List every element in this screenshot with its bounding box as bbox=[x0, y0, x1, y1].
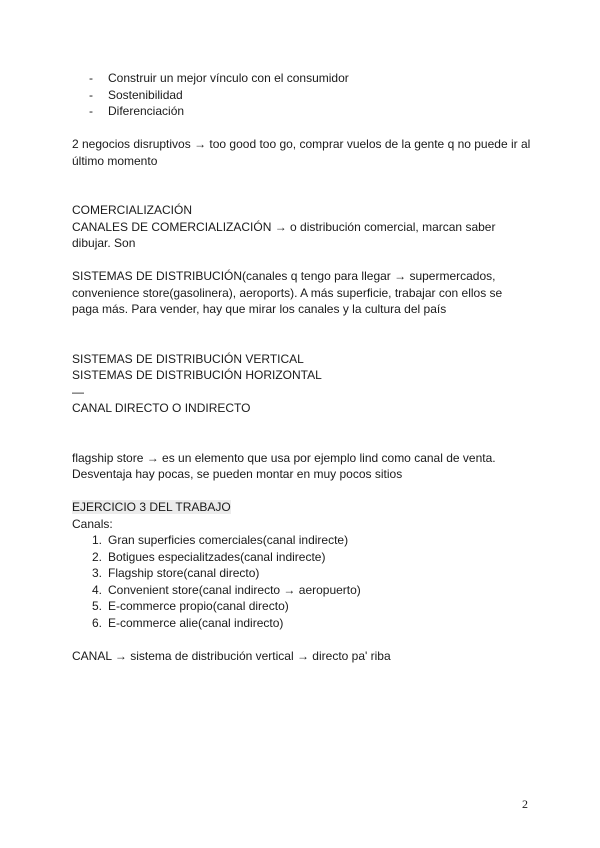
list-number: 6. bbox=[91, 615, 102, 630]
list-item-text: Construir un mejor vínculo con el consumidor bbox=[108, 71, 349, 85]
paragraph-flagship: flagship store → es un elemento que usa por ejemplo lind como canal de venta. Desventaja hay pocas, se pueden montar en muy pocos sitios bbox=[72, 450, 496, 481]
heading-vertical: SISTEMAS DE DISTRIBUCIÓN VERTICAL bbox=[72, 351, 304, 366]
paragraph-sistemas: SISTEMAS DE DISTRIBUCIÓN(canales q tengo para llegar → supermercados, convenience store(gasolinera), aeroports). A más superficie, trabajar con ellos se paga más. Para vender, hay que mirar los canales y la cultura del país bbox=[72, 269, 503, 316]
list-item-text: Botigues especialitzades(canal indirecte) bbox=[108, 549, 326, 564]
list-item bbox=[72, 549, 532, 566]
list-number: 1. bbox=[91, 533, 102, 547]
list-item-text: E-commerce propio(canal directo) bbox=[108, 599, 289, 613]
list-item bbox=[72, 582, 532, 599]
list-item-text: E-commerce alie(canal indirecto) bbox=[108, 615, 284, 630]
list-item-text: Flagship store(canal directo) bbox=[108, 566, 260, 580]
paragraph-canales: CANALES DE COMERCIALIZACIÓN → o distribución comercial, marcan saber dibujar. Son bbox=[72, 219, 496, 250]
heading-ejercicio bbox=[72, 499, 532, 516]
list-number: 4. bbox=[91, 582, 102, 597]
separator-dash: — bbox=[72, 384, 84, 399]
numbered-list bbox=[72, 532, 532, 631]
page-content bbox=[72, 70, 532, 664]
list-item bbox=[72, 615, 532, 632]
list-marker: - bbox=[89, 104, 93, 118]
list-marker: - bbox=[89, 87, 93, 102]
paragraph-canal-final: CANAL → sistema de distribución vertical → directo pa' riba bbox=[72, 648, 391, 663]
list-number: 3. bbox=[91, 566, 102, 580]
page-number: 2 bbox=[522, 797, 528, 811]
list-item bbox=[72, 532, 532, 549]
list-item bbox=[72, 565, 532, 582]
list-marker: - bbox=[89, 71, 93, 85]
list-item bbox=[72, 70, 532, 87]
canals-label: Canals: bbox=[72, 516, 113, 531]
list-item-text: Convenient store(canal indirecto → aeropuerto) bbox=[108, 582, 361, 597]
paragraph-disruptivos: 2 negocios disruptivos → too good too go, comprar vuelos de la gente q no puede ir al último momento bbox=[72, 137, 531, 168]
list-item bbox=[72, 87, 532, 104]
list-item bbox=[72, 103, 532, 120]
heading-horizontal: SISTEMAS DE DISTRIBUCIÓN HORIZONTAL bbox=[72, 368, 322, 382]
heading-canal-directo: CANAL DIRECTO O INDIRECTO bbox=[72, 401, 251, 415]
list-item-text: Diferenciación bbox=[108, 104, 185, 118]
bullet-list bbox=[72, 70, 532, 120]
list-item bbox=[72, 598, 532, 615]
highlighted-text: EJERCICIO 3 DEL TRABAJO bbox=[72, 500, 231, 514]
heading-comercializacion: COMERCIALIZACIÓN bbox=[72, 203, 193, 217]
list-item-text: Sostenibilidad bbox=[108, 87, 183, 102]
list-item-text: Gran superficies comerciales(canal indirecte) bbox=[108, 533, 349, 547]
list-number: 5. bbox=[91, 599, 102, 613]
list-number: 2. bbox=[91, 549, 102, 564]
